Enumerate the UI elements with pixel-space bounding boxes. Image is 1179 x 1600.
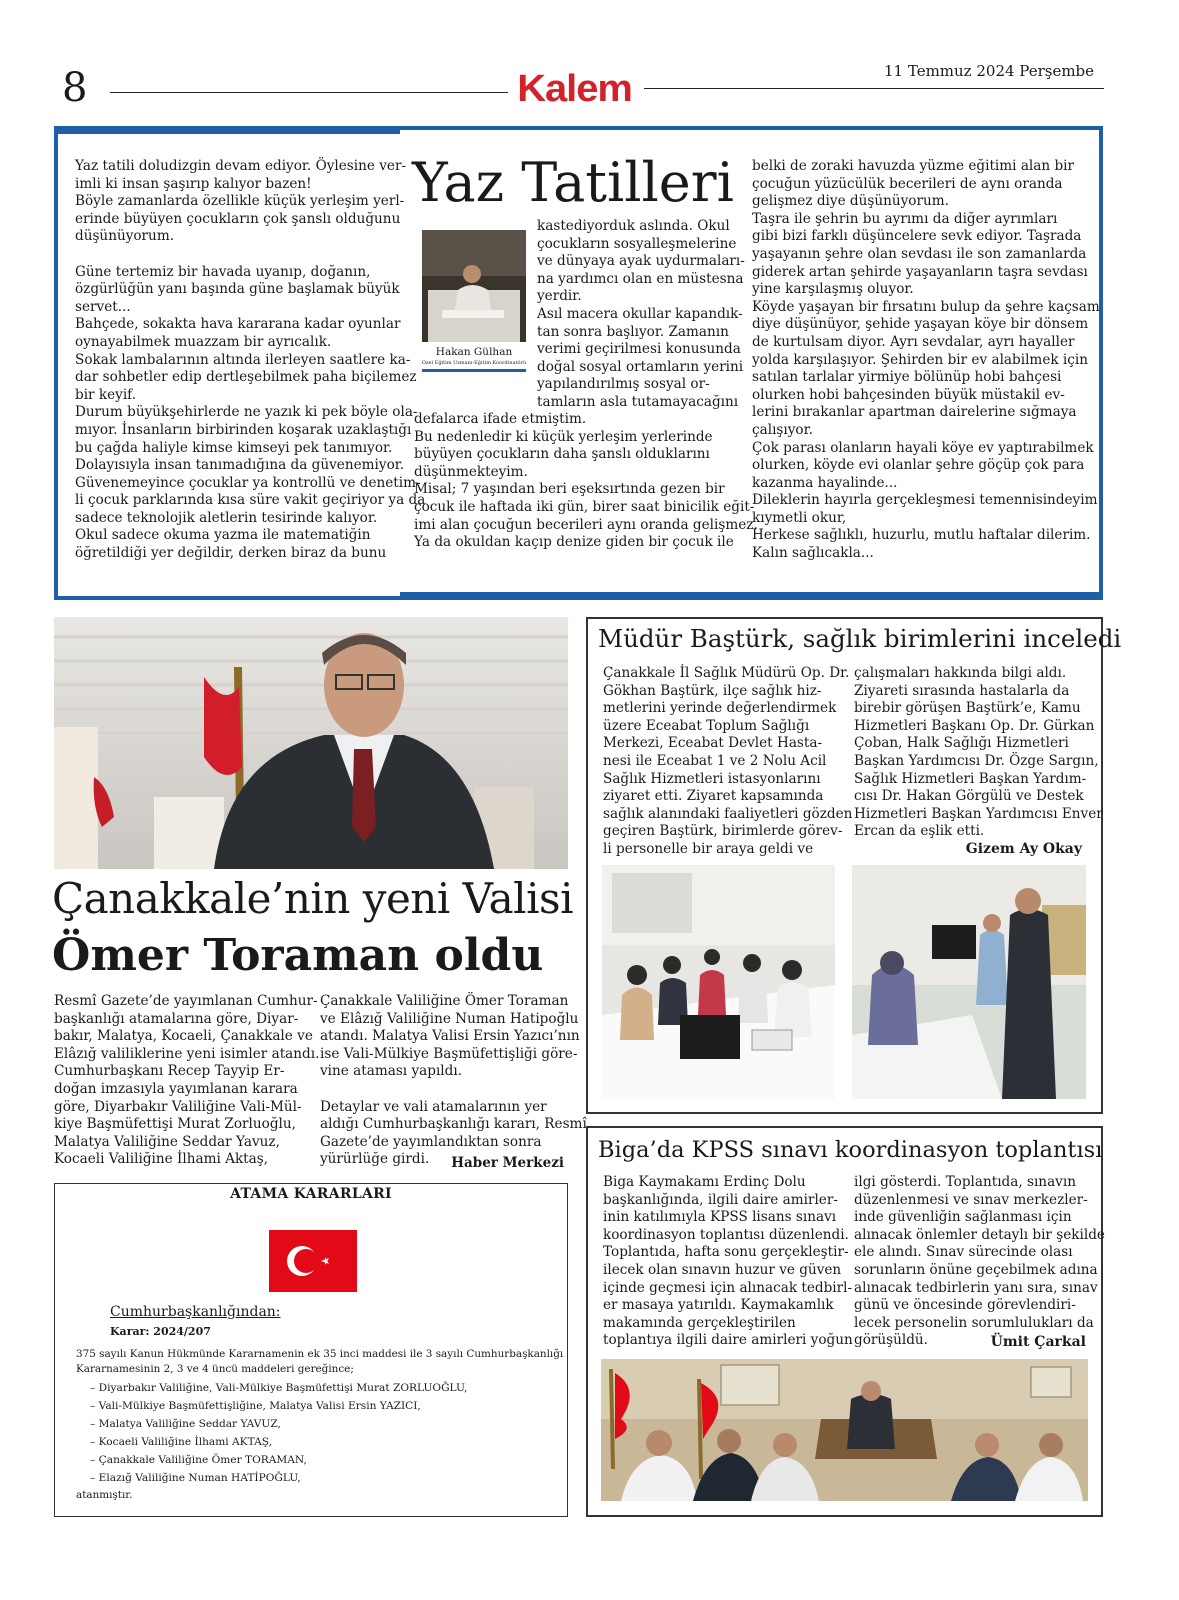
column-line: kıymetli okur, <box>752 509 847 526</box>
vali-line: aldığı Cumhurbaşkanlığı kararı, Resmî <box>320 1116 587 1133</box>
mudur-line: üzere Eceabat Toplum Sağlığı <box>603 717 810 734</box>
vali-line: ise Vali-Mülkiye Başmüfettişliği göre- <box>320 1045 578 1062</box>
column-line: yapılandırılmış sosyal or- <box>537 376 710 393</box>
column-line: büyüyen çocukların daha şanslı olduklarını <box>414 446 710 463</box>
column-line: belki de zoraki havuzda yüzme eğitimi alan bir <box>752 158 1075 174</box>
kalem-logo: Kalem <box>517 68 632 110</box>
biga-title: Biga’da KPSS sınavı koordinasyon toplantısı <box>598 1137 1103 1163</box>
column-line: Okul sadece okuma yazma ile matematiğin <box>75 527 371 544</box>
atama-list-item: – Elazığ Valiliğine Numan HATİPOĞLU, <box>90 1472 301 1484</box>
biga-line: ele alındı. Sınav sürecinde olası <box>854 1244 1073 1261</box>
column-line: Bu nedenledir ki küçük yerleşim yerlerinde <box>414 428 713 445</box>
issue-date: 11 Temmuz 2024 Perşembe <box>884 62 1095 80</box>
column-line <box>75 246 395 264</box>
mudur-line: Sağlık Hizmetleri istasyonlarını <box>603 770 821 787</box>
mudur-line: birebir görüşen Baştürk’e, Kamu <box>854 700 1081 717</box>
column-line: öğretildiği yer değildir, derken biraz da bunu <box>75 545 387 562</box>
column-line: Köyde yaşayan bir fırsatını bulup da şehre kaçsam <box>752 298 1100 315</box>
mudur-line: Ziyareti sırasında hastalarla da <box>854 682 1070 699</box>
biga-line: sorunların önüne geçebilmek adına <box>854 1261 1098 1278</box>
biga-line: inde güvenliğin sağlanması için <box>854 1209 1072 1226</box>
column-line: lerini bırakanlar apartman dairelerine sığmaya <box>752 404 1077 421</box>
column-line: diye düşünüyor, şehide yaşayan köye bir dönsem <box>752 316 1089 333</box>
atama-closing: atanmıştır. <box>76 1489 133 1501</box>
atama-list-item: – Diyarbakır Valiliğine, Vali-Mülkiye Başmüfettişi Murat ZORLUOĞLU, <box>90 1382 468 1394</box>
column-line: olurken hobi bahçesinden büyük müstakil ev- <box>752 386 1065 403</box>
column-line: oynayabilmek muazzam bir ayrıcalık. <box>75 333 332 350</box>
vali-text-col1 <box>54 993 320 1169</box>
mudur-line: Başkan Yardımcısı Dr. Özge Sargın, <box>854 752 1099 769</box>
mudur-title: Müdür Baştürk, sağlık birimlerini inceledi <box>598 624 1122 653</box>
biga-line: ilecek olan sınavın huzur ve güven <box>603 1261 842 1278</box>
column-line: bu çağda haliyle kimse kimseyi pek tanımıyor. <box>75 439 393 456</box>
column-text-col2-top <box>537 218 745 412</box>
column-text-col2-bottom <box>414 411 758 552</box>
column-title: Yaz Tatilleri <box>412 151 734 214</box>
column-line: Kalın sağlıcakla... <box>752 545 874 562</box>
vali-line: kiye Başmüfettişi Murat Zorluoğlu, <box>54 1116 296 1133</box>
author-role: Özel Eğitim Uzmanı-Eğitim Koordinatörü <box>421 360 527 366</box>
biga-line: makamında gerçekleştirilen <box>603 1314 796 1331</box>
biga-line: görüşüldü. <box>854 1332 928 1349</box>
column-line: erinde büyüyen çocukların çok şanslı olduğunu <box>75 210 401 227</box>
mudur-line: Çanakkale İl Sağlık Müdürü Op. Dr. <box>603 665 850 681</box>
patient-visit-photo <box>852 865 1086 1099</box>
mudur-line: Çoban, Halk Sağlığı Hizmetleri <box>854 735 1069 752</box>
column-line: olurken, köyde evi olanlar şehre göçüp çok para <box>752 457 1085 474</box>
vali-line: yürürlüğe girdi. <box>320 1151 430 1168</box>
column-line: Dolayısıyla insan tanımadığına da güvenemiyor. <box>75 457 405 474</box>
column-line: ve dünyaya ayak uydurmaları- <box>537 253 745 270</box>
column-line: verimi geçirilmesi konusunda <box>537 341 741 358</box>
mudur-byline: Gizem Ay Okay <box>965 841 1082 857</box>
column-line: çocukların sosyalleşmelerine <box>537 235 737 252</box>
biga-line: günü ve öncesinde görevlendiri- <box>854 1297 1076 1314</box>
column-line: kastediyorduk aslında. Okul <box>537 218 730 234</box>
author-photo <box>422 230 526 342</box>
column-line: gibi bizi farklı düşüncelere sevk ediyor. Taşrada <box>752 228 1082 245</box>
mudur-line: sağlık alanındaki faaliyetleri gözden <box>603 805 853 822</box>
column-line: gelişmez diye düşünüyorum. <box>752 193 949 210</box>
column-line: imi alan çocuğun becerileri aynı oranda gelişmez. <box>414 516 758 533</box>
mudur-line: Merkezi, Eceabat Devlet Hasta- <box>603 735 823 752</box>
vali-line: bakır, Malatya, Kocaeli, Çanakkale ve <box>54 1028 313 1045</box>
column-line: defalarca ifade etmiştim. <box>414 411 587 427</box>
column-line: Sokak lambalarının altında ilerleyen saatlere ka- <box>75 351 411 368</box>
column-box-bottom-accent <box>400 592 1103 600</box>
column-line: çocuk ile haftada iki gün, birer saat binicilik eğit- <box>414 498 755 515</box>
column-line: Bahçede, sokakta hava kararana kadar oyunlar <box>75 316 401 333</box>
column-line: Çok parası olanların hayali köye ev yaptırabilmek <box>752 439 1094 456</box>
column-line: imli ki insan şaşırıp kalıyor bazen! <box>75 175 312 192</box>
column-line: na yardımcı olan en müstesna <box>537 270 744 287</box>
biga-line: ilgi gösterdi. Toplantıda, sınavın <box>854 1174 1076 1190</box>
vali-line: Elâzığ valiliklerine yeni isimler atandı. <box>54 1045 320 1062</box>
vali-text-col2 <box>320 993 587 1169</box>
column-line: Böyle zamanlarda özellikle küçük yerleşim yerl- <box>75 193 405 210</box>
vali-line: Kocaeli Valiliğine İlhami Aktaş, <box>54 1151 269 1168</box>
mudur-line: Gökhan Baştürk, ilçe sağlık hiz- <box>603 682 822 699</box>
mudur-line: cısı Dr. Hakan Görgülü ve Destek <box>854 788 1084 805</box>
mudur-line: metlerini yerinde değerlendirmek <box>603 700 837 717</box>
column-line: yine karşılaşmış oluyor. <box>752 281 914 298</box>
vali-line: doğan imzasıyla yayımlanan karara <box>54 1080 298 1097</box>
biga-byline: Ümit Çarkal <box>990 1334 1086 1350</box>
column-text-col3 <box>752 158 1100 563</box>
atama-list-item: – Malatya Valiliğine Seddar YAVUZ, <box>90 1418 281 1430</box>
column-line: yolda karşılaşıyor. Şehirden bir ev alabilmek için <box>752 351 1088 368</box>
column-line: düşünüyorum. <box>75 228 175 245</box>
biga-text-col2 <box>854 1174 1105 1350</box>
atama-list-item: – Kocaeli Valiliğine İlhami AKTAŞ, <box>90 1436 272 1448</box>
mudur-line: Hizmetleri Başkanı Op. Dr. Gürkan <box>854 717 1095 734</box>
biga-line: düzenlenmesi ve sınav merkezler- <box>854 1191 1088 1208</box>
atama-list <box>90 1379 467 1487</box>
meeting-room-photo <box>602 865 835 1099</box>
mudur-text-col2 <box>854 665 1103 841</box>
vali-line: Gazete’de yayımlandıktan sonra <box>320 1133 542 1150</box>
column-line: satılan tarlalar yirmiye bölünüp hobi bahçesi <box>752 369 1062 386</box>
column-line: de kurtulsam diyor. Ayrı sevdalar, ayrı hayaller <box>752 333 1075 350</box>
biga-line: içinde geçmesi için alınacak tedbirl- <box>603 1279 853 1296</box>
vali-headline-line2: Ömer Toraman oldu <box>52 930 544 981</box>
mudur-line: geçiren Baştürk, birimlerde görev- <box>603 823 843 840</box>
vali-line: Malatya Valiliğine Seddar Yavuz, <box>54 1133 280 1150</box>
column-line: tamların asla tutamayacağını <box>537 393 739 410</box>
biga-line: Biga Kaymakamı Erdinç Dolu <box>603 1174 806 1190</box>
vali-line: göre, Diyarbakır Valiliğine Vali-Mül- <box>54 1098 302 1115</box>
biga-line: Toplantıda, hafta sonu gerçekleştir- <box>603 1244 849 1261</box>
column-line: yerdir. <box>537 288 582 305</box>
column-line: yaşayanın şehre olan sevdası ile son zamanlarda <box>752 245 1087 262</box>
column-line: Güvenemeyince çocuklar ya kontrollü ve denetim- <box>75 474 421 491</box>
column-line: Dileklerin hayırla gerçekleşmesi temennisindeyim <box>752 492 1098 509</box>
mudur-line: ziyaret etti. Ziyaret kapsamında <box>603 788 824 805</box>
column-line: Yaz tatili doludizgin devam ediyor. Öylesine ver- <box>75 158 407 174</box>
column-text-col1 <box>75 158 426 563</box>
column-line: çalışıyor. <box>752 421 813 438</box>
column-line: Durum büyükşehirlerde ne yazık ki pek böyle ola- <box>75 404 418 421</box>
column-line: servet... <box>75 298 131 315</box>
column-line: giderek artan şehirde yaşayanların taşra sevdası <box>752 263 1088 280</box>
mudur-line: Hizmetleri Başkan Yardımcısı Enver <box>854 805 1103 822</box>
column-line: li çocuk parklarında kısa süre vakit geçiriyor ya da <box>75 492 426 509</box>
vali-line: Cumhurbaşkanı Recep Tayyip Er- <box>54 1063 285 1080</box>
atama-list-item: – Çanakkale Valiliğine Ömer TORAMAN, <box>90 1454 307 1466</box>
author-underline <box>422 369 526 372</box>
column-line: doğal sosyal ortamların yerini <box>537 358 744 375</box>
column-line: kazanma hayalinde... <box>752 474 898 491</box>
governor-portrait-photo <box>54 617 568 869</box>
atama-list-item: – Vali-Mülkiye Başmüfettişliğine, Malatya Valisi Ersin YAZICI, <box>90 1400 421 1412</box>
column-line: tan sonra başlıyor. Zamanın <box>537 323 729 340</box>
vali-line <box>320 1081 582 1099</box>
column-line: Güne tertemiz bir havada uyanıp, doğanın, <box>75 263 371 280</box>
masthead-rule-right <box>644 88 1104 89</box>
biga-line: alınacak tedbirlerin yanı sıra, sınav <box>854 1279 1098 1296</box>
vali-line: ve Elâzığ Valiliğine Numan Hatipoğlu <box>320 1010 579 1027</box>
column-line: bir keyif. <box>75 386 137 403</box>
vali-line: Detaylar ve vali atamalarının yer <box>320 1098 547 1115</box>
vali-line: Resmî Gazete’de yayımlanan Cumhur- <box>54 993 318 1009</box>
biga-line: er masaya yatırıldı. Kaymakamlık <box>603 1297 834 1314</box>
mudur-line: Ercan da eşlik etti. <box>854 823 985 840</box>
mudur-line: Sağlık Hizmetleri Başkan Yardım- <box>854 770 1087 787</box>
mudur-line: li personelle bir araya geldi ve <box>603 840 814 857</box>
atama-intro-2: Kararnamesinin 2, 3 ve 4 üncü maddeleri gereğince; <box>76 1363 354 1375</box>
author-name: Hakan Gülhan <box>435 346 513 358</box>
turkish-flag-icon <box>269 1230 357 1292</box>
column-line: özgürlüğün yanı başında güne başlamak büyük <box>75 281 400 298</box>
column-line: Herkese sağlıklı, huzurlu, mutlu haftalar dilerim. <box>752 527 1091 544</box>
column-line: sadece teknolojik aletlerin tesirinde kalıyor. <box>75 509 378 526</box>
column-line: mıyor. İnsanların birbirinden koşarak uzaklaştığı <box>75 421 412 438</box>
column-line: Asıl macera okullar kapandık- <box>537 305 743 322</box>
vali-line: başkanlığı atamalarına göre, Diyar- <box>54 1010 299 1027</box>
biga-line: başkanlığında, ilgili daire amirler- <box>603 1191 838 1208</box>
vali-line: atandı. Malatya Valisi Ersin Yazıcı’nın <box>320 1028 580 1045</box>
atama-from: Cumhurbaşkanlığından: <box>110 1304 281 1320</box>
biga-line: koordinasyon toplantısı düzenlendi. <box>603 1226 849 1243</box>
atama-intro-1: 375 sayılı Kanun Hükmünde Kararnamenin ek 35 inci maddesi ile 3 sayılı Cumhurbaşkanlığı <box>76 1348 564 1360</box>
biga-line: lecek personelin sorumlulukları da <box>854 1314 1094 1331</box>
column-line: düşünmekteyim. <box>414 463 528 480</box>
mudur-text-col1 <box>603 665 853 859</box>
page-number: 8 <box>62 65 88 111</box>
column-line: Misal; 7 yaşından beri eşeksırtında gezen bir <box>414 481 725 498</box>
mudur-line: nesi ile Eceabat 1 ve 2 Nolu Acil <box>603 752 827 769</box>
column-line: Ya da okuldan kaçıp denize giden bir çocuk ile <box>414 534 734 551</box>
vali-line: Çanakkale Valiliğine Ömer Toraman <box>320 993 569 1009</box>
vali-line: vine ataması yapıldı. <box>320 1063 463 1080</box>
biga-text-col1 <box>603 1174 853 1350</box>
vali-headline-line1: Çanakkale’nin yeni Valisi <box>52 874 574 923</box>
column-line: dar sohbetler edip dertleşebilmek paha biçilemez <box>75 369 417 386</box>
biga-line: inin katılımıyla KPSS lisans sınavı <box>603 1209 837 1226</box>
mudur-line: çalışmaları hakkında bilgi aldı. <box>854 665 1067 681</box>
masthead-rule-left <box>110 92 508 93</box>
biga-line: alınacak önlemler detaylı bir şekilde <box>854 1226 1105 1243</box>
atama-karar: Karar: 2024/207 <box>110 1325 211 1338</box>
kpss-meeting-photo <box>601 1359 1088 1501</box>
atama-title: ATAMA KARARLARI <box>230 1186 392 1202</box>
column-line: Taşra ile şehrin bu ayrımı da diğer ayrımları <box>752 210 1058 227</box>
biga-line: toplantıya ilgili daire amirleri yoğun <box>603 1332 853 1349</box>
column-box-top-accent <box>54 126 400 134</box>
column-line: çocuğun yüzücülük becerileri de aynı oranda <box>752 175 1063 192</box>
vali-byline: Haber Merkezi <box>451 1155 564 1171</box>
